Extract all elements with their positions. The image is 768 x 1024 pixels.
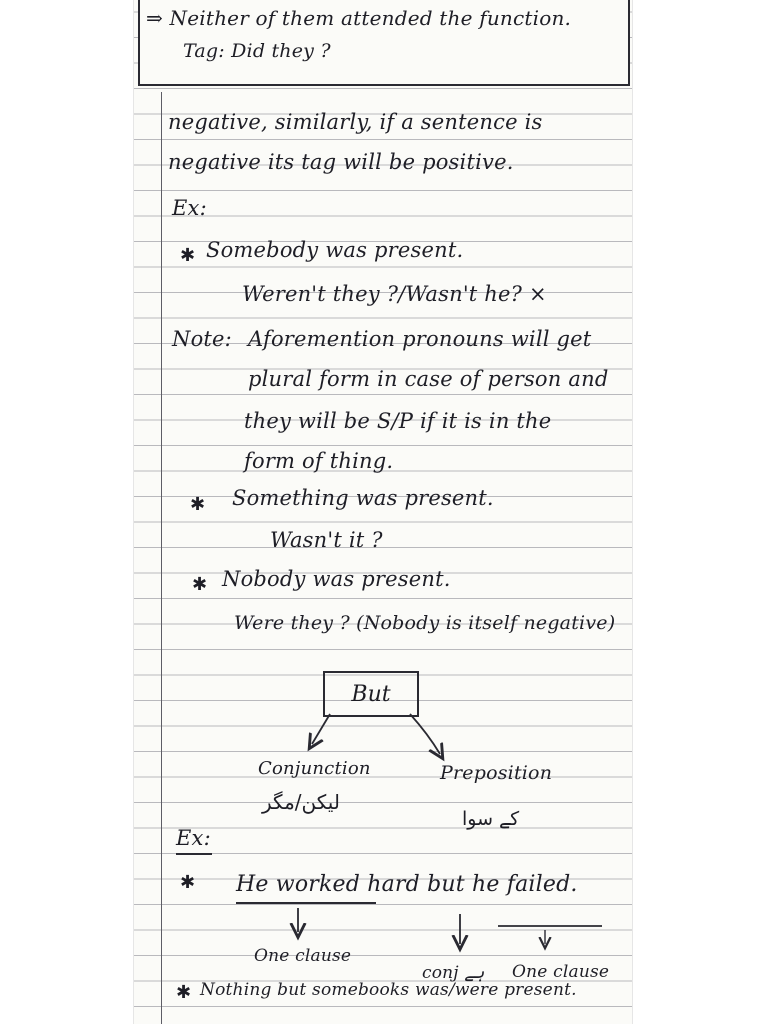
example-4-sentence: He worked hard but he failed. bbox=[236, 872, 578, 897]
bullet-icon: ✱ bbox=[180, 872, 196, 893]
preposition-urdu: کے سوا bbox=[462, 808, 520, 830]
example-5-sentence: Nothing but somebooks was/were present. bbox=[200, 980, 577, 1000]
but-label: But bbox=[351, 681, 391, 707]
example-2-tag: Wasn't it ? bbox=[270, 528, 383, 552]
arrow-right bbox=[410, 714, 440, 754]
example-3-sentence: Nobody was present. bbox=[222, 567, 451, 591]
note-label: Note: bbox=[172, 327, 232, 351]
note-line-4: form of thing. bbox=[244, 449, 394, 473]
text-line-2: negative its tag will be positive. bbox=[168, 150, 514, 174]
example-label-1: Ex: bbox=[172, 196, 207, 220]
header-line-2: Tag: Did they ? bbox=[183, 40, 331, 62]
text-line-1: negative, similarly, if a sentence is bbox=[168, 110, 543, 134]
example-label-underline bbox=[176, 853, 212, 855]
bullet-icon: ✱ bbox=[176, 982, 192, 1003]
example-1-tag: Weren't they ?/Wasn't he? × bbox=[242, 282, 547, 306]
note-line-3: they will be S/P if it is in the bbox=[244, 409, 552, 433]
example-1-sentence: Somebody was present. bbox=[206, 238, 464, 262]
sentence-underline bbox=[236, 902, 376, 904]
note-line-1: Aforemention pronouns will get bbox=[248, 327, 592, 351]
arrow-left bbox=[312, 714, 330, 744]
example-label-2: Ex: bbox=[176, 826, 211, 850]
example-3-tag: Were they ? (Nobody is itself negative) bbox=[234, 612, 616, 634]
clause-right-label: One clause bbox=[512, 962, 610, 982]
bullet-icon: ✱ bbox=[192, 574, 208, 595]
conjunction-annotation: conj ہے bbox=[422, 963, 485, 983]
bullet-icon: ✱ bbox=[180, 245, 196, 266]
example-2-sentence: Something was present. bbox=[232, 486, 494, 510]
preposition-label: Preposition bbox=[440, 762, 553, 784]
conjunction-label: Conjunction bbox=[258, 758, 371, 779]
clause-left-label: One clause bbox=[254, 946, 352, 966]
note-line-2: plural form in case of person and bbox=[248, 367, 609, 391]
conjunction-urdu: لیکن/مگر bbox=[262, 790, 340, 814]
bullet-icon: ✱ bbox=[190, 494, 206, 515]
header-line-1: ⇒ Neither of them attended the function. bbox=[146, 6, 572, 30]
